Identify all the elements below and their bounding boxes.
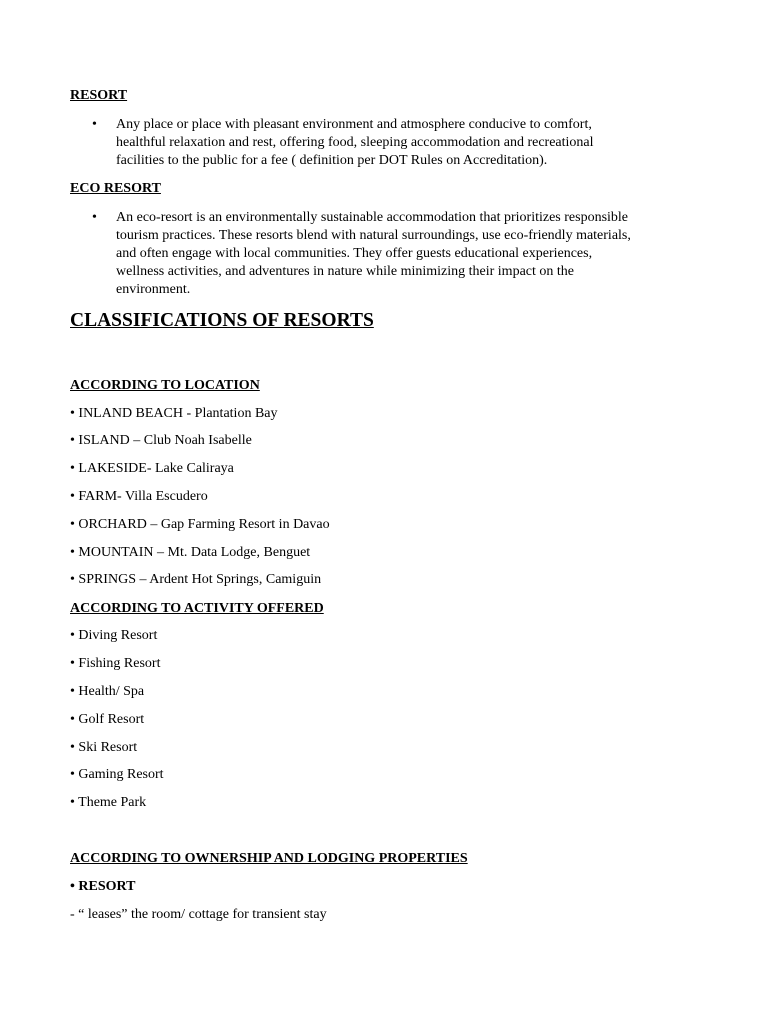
- eco-resort-definition-line: and often engage with local communities. They offer guests educational experiences,: [116, 246, 593, 262]
- classifications-title: CLASSIFICATIONS OF RESORTS: [70, 310, 374, 331]
- eco-resort-definition-line: An eco-resort is an environmentally sustainable accommodation that prioritizes responsible: [116, 210, 629, 225]
- eco-resort-definition-line: tourism practices. These resorts blend with natural surroundings, use eco-friendly materials,: [116, 228, 631, 244]
- location-item: • LAKESIDE- Lake Caliraya: [70, 461, 234, 476]
- ownership-description: - “ leases” the room/ cottage for transient stay: [70, 907, 327, 922]
- location-item: • INLAND BEACH - Plantation Bay: [70, 406, 278, 421]
- location-item: • MOUNTAIN – Mt. Data Lodge, Benguet: [70, 545, 311, 560]
- eco-resort-definition-line: wellness activities, and adventures in nature while minimizing their impact on the: [116, 264, 574, 280]
- location-heading: ACCORDING TO LOCATION: [70, 378, 260, 393]
- location-item: • ISLAND – Club Noah Isabelle: [70, 433, 252, 448]
- eco-resort-definition: [116, 209, 631, 299]
- activity-item: • Ski Resort: [70, 740, 138, 755]
- eco-resort-bullet: •: [92, 210, 97, 225]
- location-item: • SPRINGS – Ardent Hot Springs, Camiguin: [70, 572, 322, 587]
- resort-definition-line: healthful relaxation and rest, offering food, sleeping accommodation and recreational: [116, 135, 594, 151]
- activity-item: • Fishing Resort: [70, 656, 161, 671]
- eco-resort-definition-line: environment.: [116, 282, 191, 298]
- resort-heading: RESORT: [70, 88, 128, 103]
- eco-resort-heading: ECO RESORT: [70, 181, 161, 196]
- resort-bullet: •: [92, 117, 97, 132]
- resort-definition-line: facilities to the public for a fee ( definition per DOT Rules on Accreditation).: [116, 153, 548, 169]
- resort-definition: [116, 116, 594, 170]
- activity-item: • Golf Resort: [70, 712, 145, 727]
- ownership-heading: ACCORDING TO OWNERSHIP AND LODGING PROPERTIES: [70, 851, 468, 866]
- activity-heading: ACCORDING TO ACTIVITY OFFERED: [70, 601, 324, 616]
- resort-definition-line: Any place or place with pleasant environment and atmosphere conducive to comfort,: [116, 117, 592, 132]
- activity-item: • Health/ Spa: [70, 684, 145, 699]
- location-item: • FARM- Villa Escudero: [70, 489, 208, 504]
- location-item: • ORCHARD – Gap Farming Resort in Davao: [70, 517, 330, 532]
- activity-item: • Theme Park: [70, 795, 147, 810]
- activity-item: • Gaming Resort: [70, 767, 164, 782]
- ownership-sub-heading: • RESORT: [70, 879, 136, 894]
- activity-item: • Diving Resort: [70, 628, 158, 643]
